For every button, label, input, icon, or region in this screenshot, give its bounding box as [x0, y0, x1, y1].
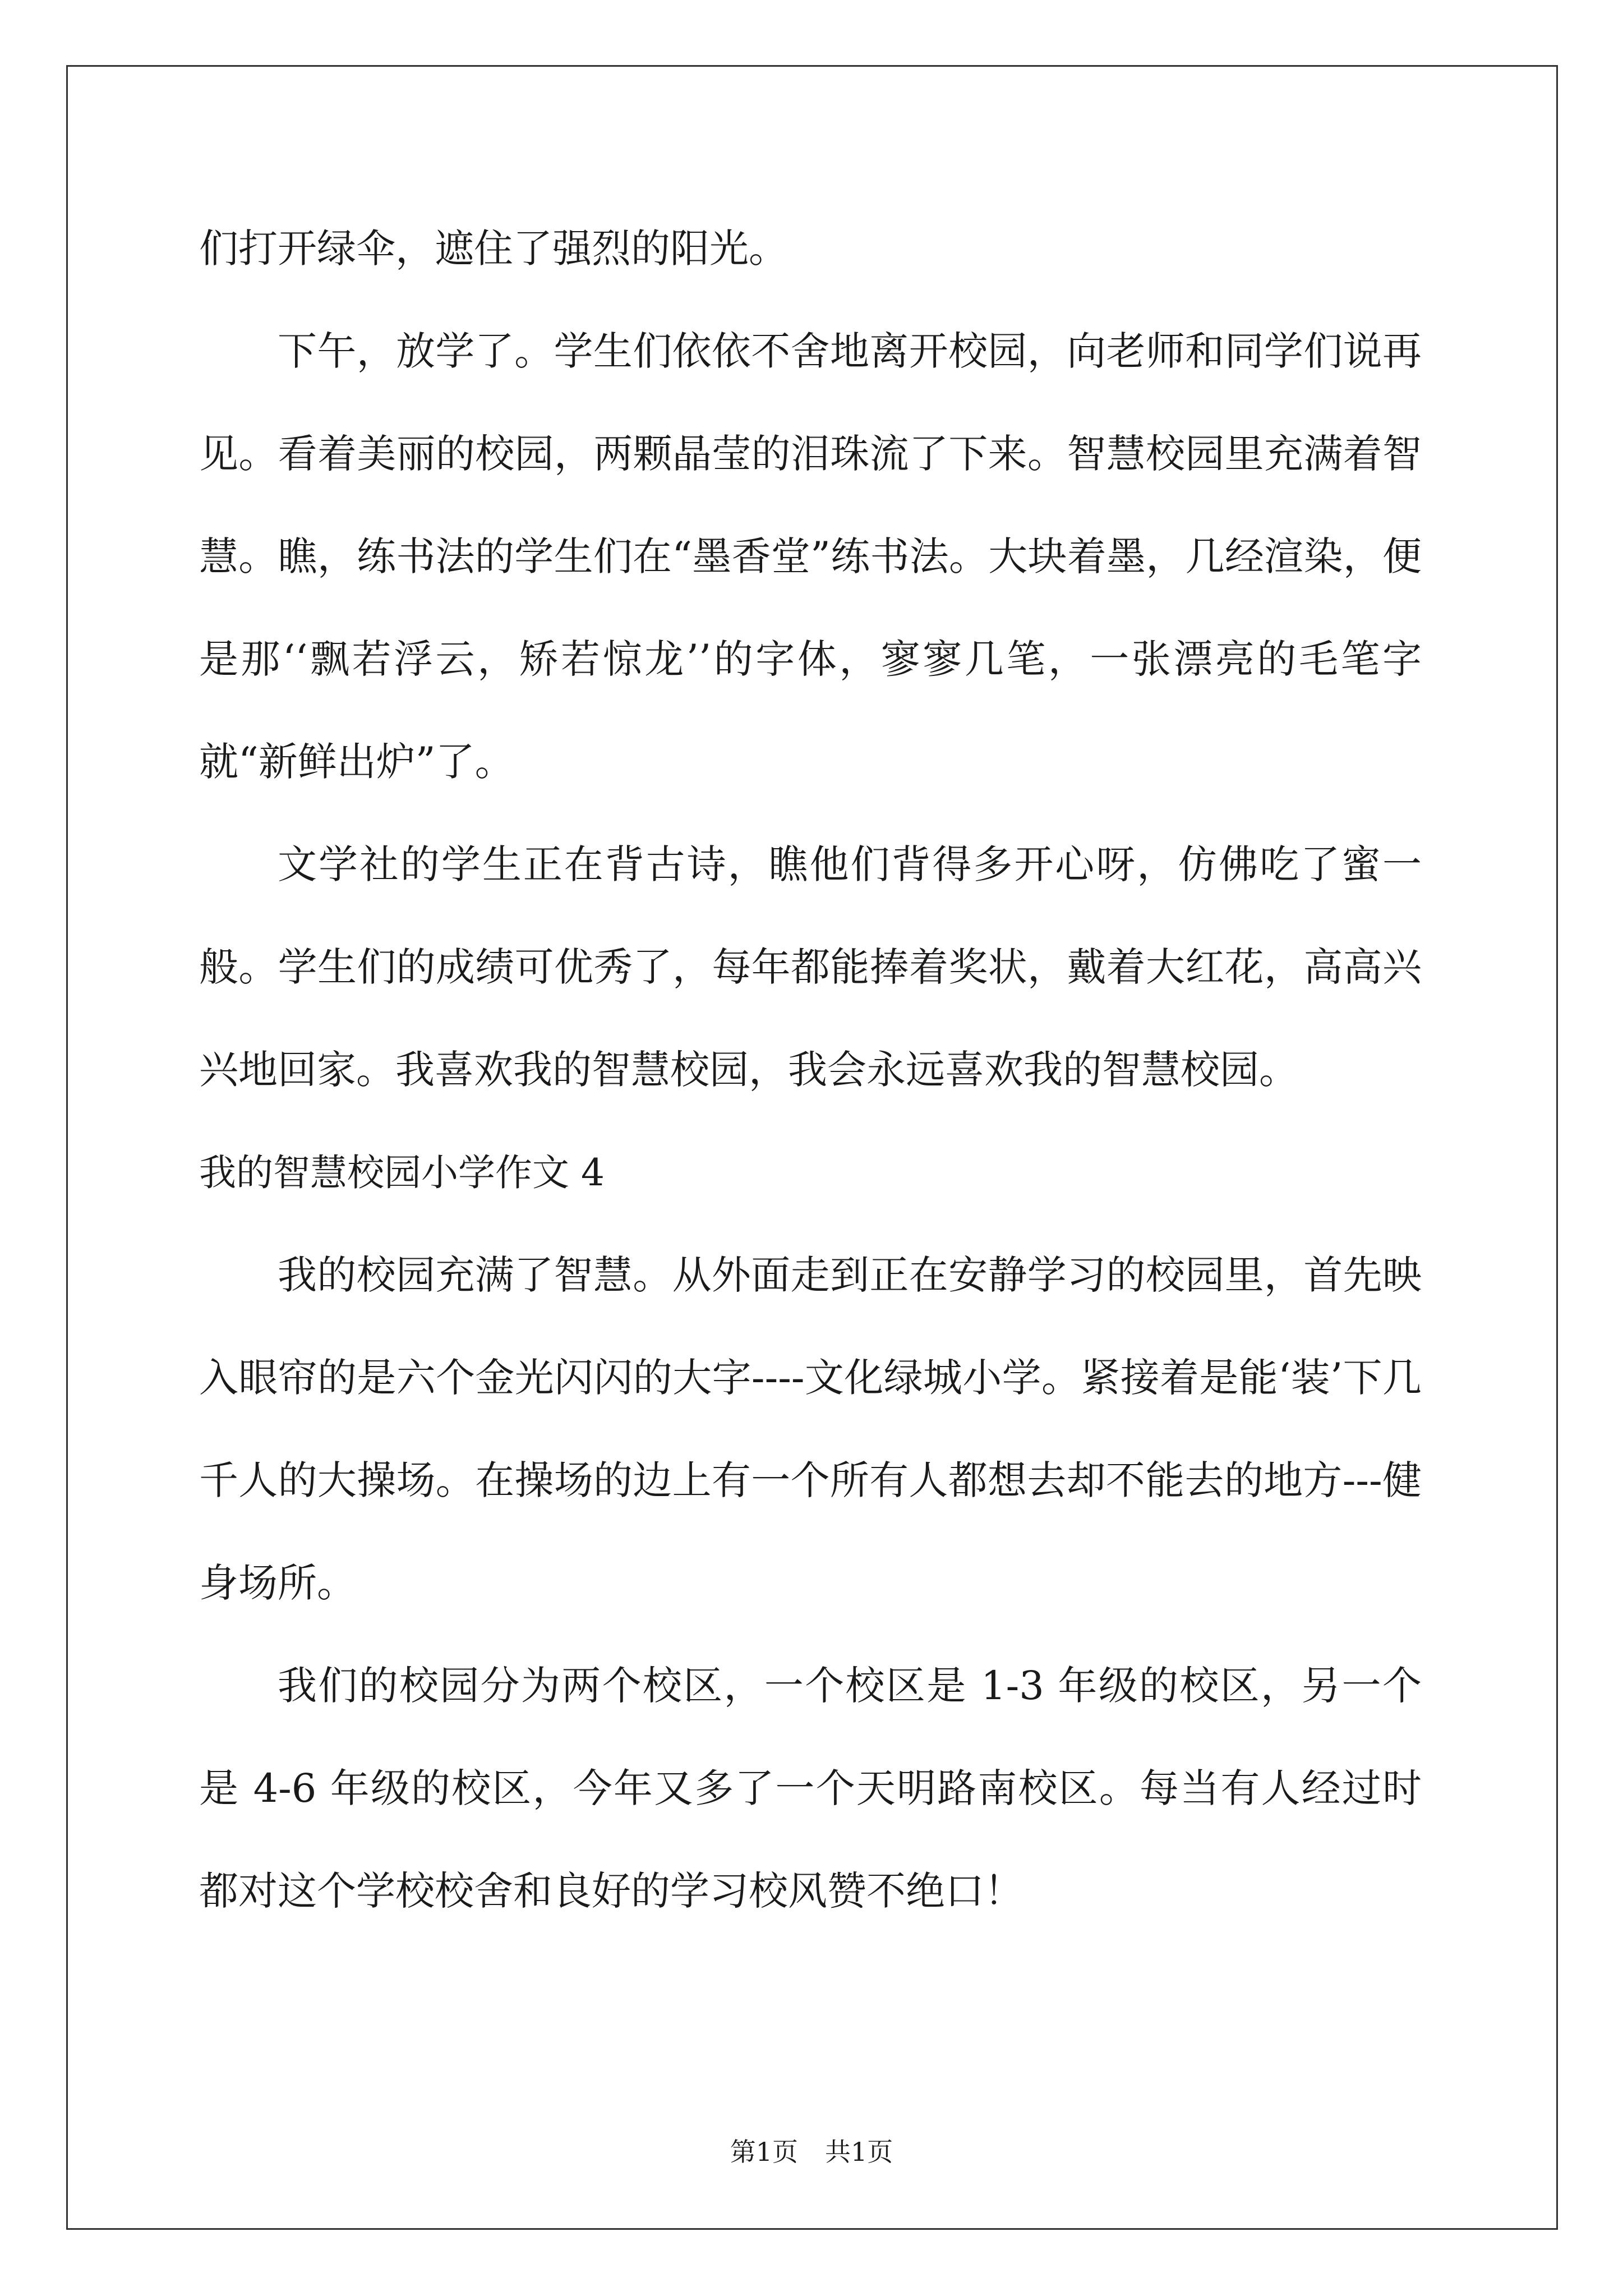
page-footer	[0, 2132, 1623, 2169]
paragraph-5: 我们的校园分为两个校区，一个校区是 1-3 年级的校区，另一个是 4-6 年级的校区，今年又多了一个天明路南校区。每当有人经过时都对这个学校校舍和良好的学习校风赞不绝口！	[199, 1663, 1422, 1914]
page-current-label: 第1页	[730, 2137, 798, 2167]
paragraph-2: 下午，放学了。学生们依依不舍地离开校园，向老师和同学们说再见。看着美丽的校园，两颗晶莹的泪珠流了下来。智慧校园里充满着智慧。瞧，练书法的学生们在“墨香堂”练书法。大块着墨，几经渲染，便是那‘‘飘若浮云，矫若惊龙’’的字体，寥寥几笔，一张漂亮的毛笔字就“新鲜出炉”了。	[199, 328, 1422, 785]
section-heading: 我的智慧校园小学作文 4	[199, 1151, 605, 1194]
page-total-label: 共1页	[825, 2137, 893, 2167]
paragraph-3: 文学社的学生正在背古诗，瞧他们背得多开心呀，仿佛吃了蜜一般。学生们的成绩可优秀了，每年都能捧着奖状，戴着大红花，高高兴兴地回家。我喜欢我的智慧校园，我会永远喜欢我的智慧校园。	[199, 841, 1422, 1093]
paragraph-4: 我的校园充满了智慧。从外面走到正在安静学习的校园里，首先映入眼帘的是六个金光闪闪的大字----文化绿城小学。紧接着是能‘装’下几千人的大操场。在操场的边上有一个所有人都想去却不能去的地方---健身场所。	[199, 1252, 1422, 1606]
paragraph-1: 们打开绿伞，遮住了强烈的阳光。	[199, 226, 788, 272]
document-body	[199, 197, 1422, 1943]
